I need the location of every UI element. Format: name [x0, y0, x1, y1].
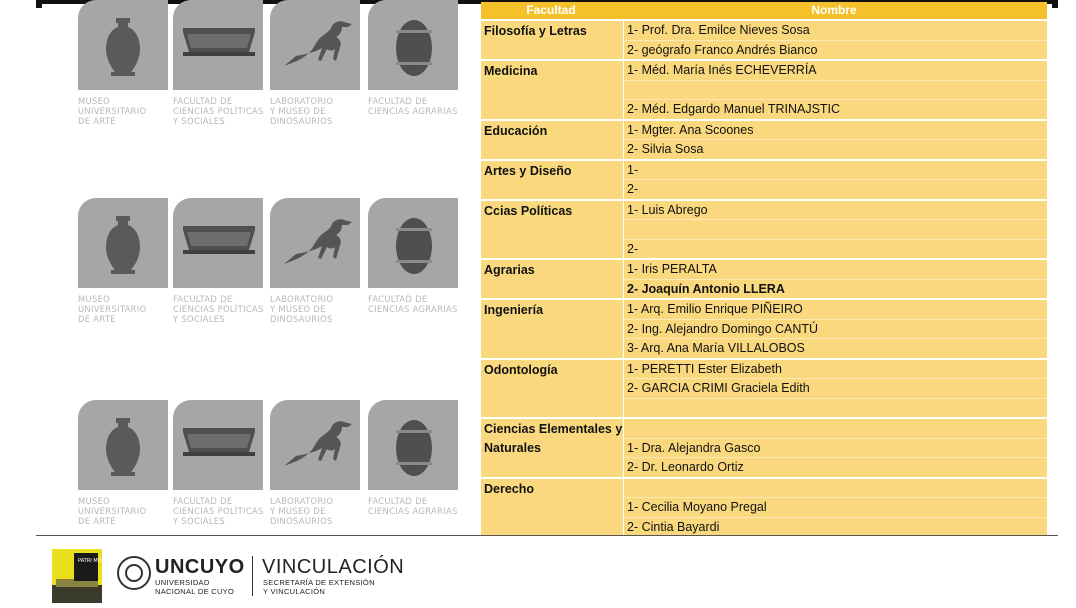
person-name: 1- Méd. María Inés ECHEVERRÍA	[627, 63, 817, 77]
table-row	[481, 477, 1047, 537]
nombre-cell	[623, 61, 1047, 119]
facultad-cell: Derecho	[484, 481, 535, 496]
tile-caption: LABORATORIO Y MUSEO DE DINOSAURIOS	[270, 96, 334, 126]
facultad-cell: Odontología	[484, 362, 558, 377]
person-name: 2- geógrafo Franco Andrés Bianco	[624, 40, 1047, 60]
heritage-tile	[368, 0, 458, 116]
table-row	[481, 19, 1047, 59]
heritage-tile	[173, 0, 263, 126]
footer-separator	[252, 556, 253, 596]
heritage-tile	[173, 198, 263, 324]
tile-caption: FACULTAD DE CIENCIAS AGRARIAS	[368, 96, 458, 116]
uncuyo-seal-icon	[117, 556, 151, 590]
heritage-tile	[78, 400, 168, 526]
person-name: 2- Cintia Bayardi	[624, 517, 1047, 537]
table-row	[481, 119, 1047, 159]
person-name: 3- Arq. Ana María VILLALOBOS	[624, 338, 1047, 358]
heritage-tiles-grid	[78, 0, 458, 530]
amphora-icon	[78, 400, 168, 490]
person-name	[624, 419, 1047, 438]
dinosaur-icon	[270, 198, 360, 288]
facultad-cell: Ingeniería	[484, 303, 544, 317]
person-name	[624, 398, 1047, 418]
patrimonio-logo	[52, 549, 111, 603]
nombre-cell	[623, 121, 1047, 159]
heritage-tile	[173, 400, 263, 526]
tile-caption: FACULTAD DE CIENCIAS AGRARIAS	[368, 496, 458, 516]
nombre-cell	[623, 300, 1047, 358]
heritage-tile	[368, 198, 458, 314]
person-name: 2- Dr. Leonardo Ortiz	[624, 457, 1047, 477]
header-nombre: Nombre	[811, 3, 857, 17]
table-row	[481, 358, 1047, 418]
table-row	[481, 417, 1047, 477]
dinosaur-icon	[270, 400, 360, 490]
tile-caption: FACULTAD DE CIENCIAS AGRARIAS	[368, 294, 458, 314]
person-name: 1- Arq. Emilio Enrique PIÑEIRO	[627, 302, 803, 316]
facultad-cell: Agrarias	[484, 263, 535, 277]
table-row	[481, 258, 1047, 298]
tile-caption: MUSEO UNIVERSITARIO DE ARTE	[78, 96, 147, 126]
tile-caption: FACULTAD DE CIENCIAS POLÍTICAS Y SOCIALES	[173, 96, 264, 126]
table-row	[481, 298, 1047, 358]
top-right-corner	[1052, 0, 1058, 8]
barrel-icon	[368, 0, 458, 90]
person-name: 1-	[627, 162, 639, 177]
person-name	[624, 80, 1047, 100]
heritage-tile	[270, 0, 360, 126]
table-row	[481, 199, 1047, 259]
person-name: 2-	[624, 179, 1047, 199]
person-name: 1- Dra. Alejandra Gasco	[624, 438, 1047, 458]
tile-caption: LABORATORIO Y MUSEO DE DINOSAURIOS	[270, 294, 334, 324]
barrel-icon	[368, 400, 458, 490]
person-name	[624, 219, 1047, 239]
facultad-cell: Educación	[484, 123, 548, 138]
building-icon	[173, 0, 263, 90]
heritage-tile	[78, 0, 168, 126]
facultad-cell: Filosofía y Letras	[484, 24, 587, 38]
heritage-tile	[78, 198, 168, 324]
person-name: 2- Joaquín Antonio LLERA	[624, 279, 1047, 299]
person-name: 1- Mgter. Ana Scoones	[627, 122, 754, 137]
person-name: 2- Silvia Sosa	[624, 139, 1047, 159]
heritage-tile	[270, 400, 360, 526]
person-name: 1- Luis Abrego	[627, 202, 708, 217]
footer-divider	[36, 535, 1058, 536]
authorities-table	[481, 2, 1047, 536]
person-name: 1- PERETTI Ester Elizabeth	[627, 361, 782, 376]
dinosaur-icon	[270, 0, 360, 90]
building-icon	[173, 400, 263, 490]
building-icon	[173, 198, 263, 288]
top-left-corner	[36, 0, 42, 8]
person-name: 2- Ing. Alejandro Domingo CANTÚ	[624, 319, 1047, 339]
tile-caption: MUSEO UNIVERSITARIO DE ARTE	[78, 294, 147, 324]
nombre-cell	[623, 360, 1047, 418]
patrimonio-badge-text: PATRI MONIO	[78, 558, 111, 564]
tile-caption: LABORATORIO Y MUSEO DE DINOSAURIOS	[270, 496, 334, 526]
nombre-cell	[623, 21, 1047, 59]
tile-caption: MUSEO UNIVERSITARIO DE ARTE	[78, 496, 147, 526]
facultad-cell: Artes y Diseño	[484, 163, 572, 178]
nombre-cell	[623, 201, 1047, 259]
facultad-cell: Ciencias Elementales y Naturales	[484, 422, 623, 455]
person-name: 2- Méd. Edgardo Manuel TRINAJSTIC	[624, 99, 1047, 119]
barrel-icon	[368, 198, 458, 288]
header-facultad: Facultad	[526, 3, 576, 17]
nombre-cell	[623, 161, 1047, 199]
amphora-icon	[78, 0, 168, 90]
uncuyo-wordmark: UNCUYO	[155, 556, 245, 578]
tile-caption: FACULTAD DE CIENCIAS POLÍTICAS Y SOCIALES	[173, 294, 264, 324]
facultad-cell: Ccias Políticas	[484, 203, 573, 218]
heritage-tile	[368, 400, 458, 516]
person-name	[624, 479, 1047, 498]
uncuyo-subtitle: UNIVERSIDAD NACIONAL DE CUYO	[155, 578, 235, 596]
nombre-cell	[623, 479, 1047, 537]
vinculacion-wordmark: VINCULACIÓN	[262, 556, 405, 578]
amphora-icon	[78, 198, 168, 288]
nombre-cell	[623, 260, 1047, 298]
nombre-cell	[623, 419, 1047, 477]
table-row	[481, 59, 1047, 119]
table-header	[481, 2, 1047, 19]
person-name: 1- Prof. Dra. Emilce Nieves Sosa	[627, 23, 810, 37]
table-row	[481, 159, 1047, 199]
person-name: 2- GARCIA CRIMI Graciela Edith	[624, 378, 1047, 398]
person-name: 1- Iris PERALTA	[627, 262, 717, 276]
facultad-cell: Medicina	[484, 64, 538, 78]
person-name: 2-	[624, 239, 1047, 259]
tile-caption: FACULTAD DE CIENCIAS POLÍTICAS Y SOCIALES	[173, 496, 264, 526]
person-name: 1- Cecilia Moyano Pregal	[624, 497, 1047, 517]
vinculacion-subtitle: SECRETARÍA DE EXTENSIÓN Y VINCULACIÓN	[263, 578, 375, 596]
heritage-tile	[270, 198, 360, 324]
table-body	[481, 19, 1047, 536]
